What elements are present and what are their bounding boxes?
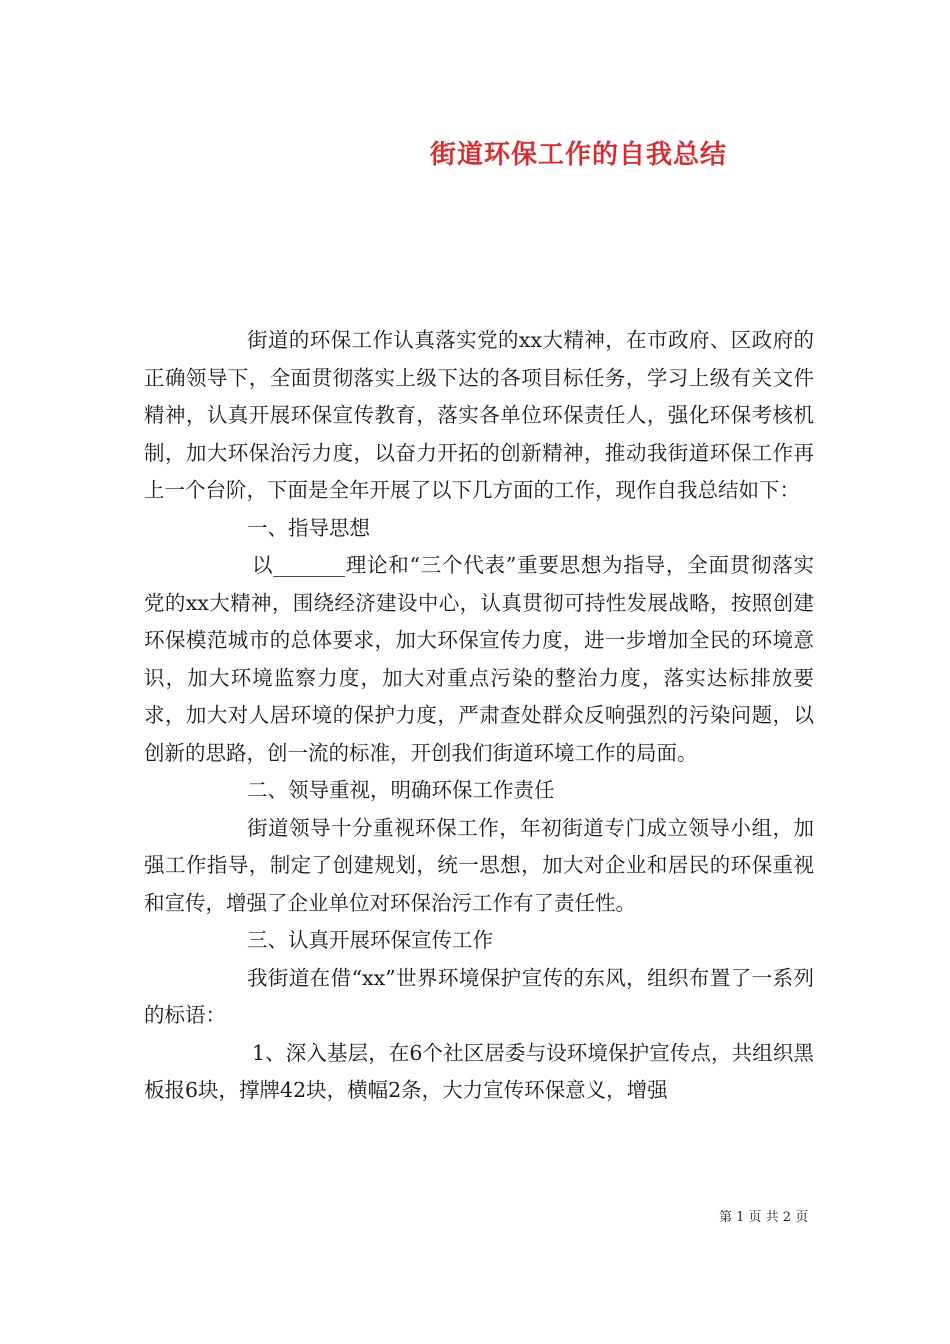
intro-paragraph: 街道的环保工作认真落实党的xx大精神，在市政府、区政府的正确领导下，全面贯彻落实上级下达的各项目标任务，学习上级有关文件精神，认真开展环保宣传教育，落实各单位环保责任人，强化环保考核机制，加大环保治污力度，以奋力开拓的创新精神，推动我街道环保工作再上一个台阶，下面是全年开展了以下几方面的工作，现作自我总结如下： [144, 328, 814, 502]
section-heading-2: 二、领导重视，明确环保工作责任 [247, 778, 555, 802]
page-title: 街道环保工作的自我总结 [430, 140, 728, 170]
section-1-paragraph: 以_______理论和“三个代表”重要思想为指导，全面贯彻落实党的xx大精神，围绕经济建设中心，认真贯彻可持性发展战略，按照创建环保模范城市的总体要求，加大环保宣传力度，进一步增加全民的环境意识，加大环境监察力度，加大对重点污染的整治力度，落实达标排放要求，加大对人居环境的保护力度，严肃查处群众反响强烈的污染问题，以创新的思路，创一流的标准，开创我们街道环境工作的局面。 [144, 553, 814, 765]
section-heading-3: 三、认真开展环保宣传工作 [247, 928, 493, 952]
document-body [144, 322, 814, 1110]
section-heading-1: 一、指导思想 [247, 515, 370, 540]
section-3-item-1: 1、深入基层，在6个社区居委与设环境保护宣传点，共组织黑板报6块，撑牌42块，横幅2条，大力宣传环保意义，增强 [144, 1040, 814, 1102]
page-number-footer: 第 1 页 共 2 页 [719, 1210, 809, 1225]
section-3-paragraph: 我街道在借“xx”世界环境保护宣传的东风，组织布置了一系列的标语： [144, 965, 814, 1027]
section-2-paragraph: 街道领导十分重视环保工作，年初街道专门成立领导小组，加强工作指导，制定了创建规划，统一思想，加大对企业和居民的环保重视和宣传，增强了企业单位对环保治污工作有了责任性。 [144, 815, 814, 915]
